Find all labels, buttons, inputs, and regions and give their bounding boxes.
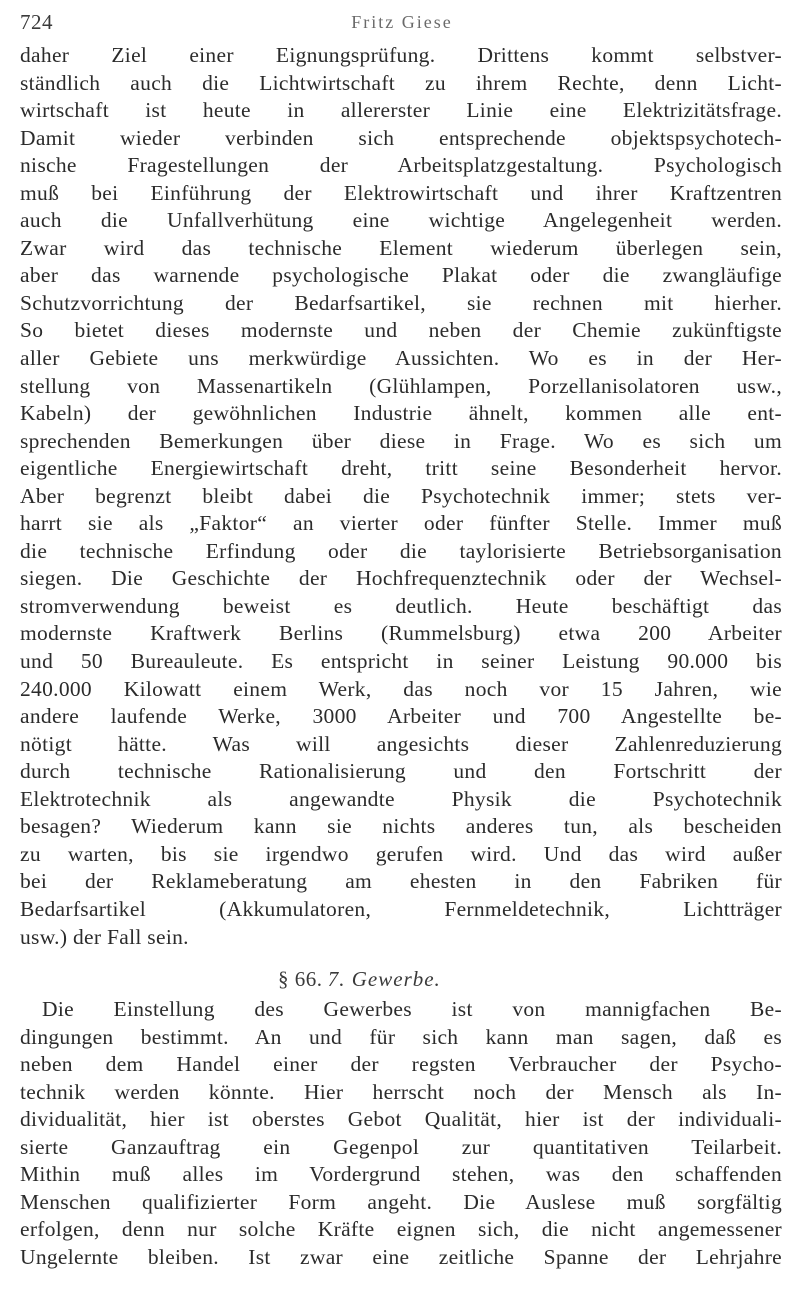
body-text bbox=[20, 42, 782, 1272]
text-line: Damit wieder verbinden sich entsprechende objektspsychotech- bbox=[20, 125, 782, 150]
text-line: Elektrotechnik als angewandte Physik die Psychotechnik bbox=[20, 786, 782, 811]
text-line: ständlich auch die Lichtwirtschaft zu ihrem Rechte, denn Licht- bbox=[20, 70, 782, 95]
text-line: 240.000 Kilowatt einem Werk, das noch vor 15 Jahren, wie bbox=[20, 676, 782, 701]
paragraph-electrical-industry bbox=[20, 42, 782, 951]
text-line: dividualität, hier ist oberstes Gebot Qualität, hier ist der individuali- bbox=[20, 1107, 782, 1132]
page-header bbox=[20, 10, 784, 40]
text-line: Kabeln) der gewöhnlichen Industrie ähnelt, kommen alle ent- bbox=[20, 401, 782, 426]
text-line: bei der Reklameberatung am ehesten in den Fabriken für bbox=[20, 869, 782, 894]
text-line: wirtschaft ist heute in allererster Linie eine Elektrizitätsfrage. bbox=[20, 98, 782, 123]
text-line: aller Gebiete uns merkwürdige Aussichten. Wo es in der Her- bbox=[20, 346, 782, 371]
text-line: Schutzvorrichtung der Bedarfsartikel, sie rechnen mit hierher. bbox=[20, 290, 782, 315]
text-line: neben dem Handel einer der regsten Verbraucher der Psycho- bbox=[20, 1052, 782, 1077]
text-line: Aber begrenzt bleibt dabei die Psychotechnik immer; stets ver- bbox=[20, 483, 782, 508]
text-line: sierte Ganzauftrag ein Gegenpol zur quantitativen Teilarbeit. bbox=[20, 1134, 782, 1159]
text-line: dingungen bestimmt. An und für sich kann man sagen, daß es bbox=[20, 1024, 782, 1049]
text-line: nische Fragestellungen der Arbeitsplatzgestaltung. Psychologisch bbox=[20, 153, 782, 178]
text-line: daher Ziel einer Eignungsprüfung. Drittens kommt selbstver- bbox=[20, 43, 782, 67]
text-line: technik werden könnte. Hier herrscht noch der Mensch als In- bbox=[20, 1079, 782, 1104]
text-line: auch die Unfallverhütung eine wichtige Angelegenheit werden. bbox=[20, 208, 782, 233]
text-line: andere laufende Werke, 3000 Arbeiter und 700 Angestellte be- bbox=[20, 704, 782, 729]
text-line: und 50 Bureauleute. Es entspricht in seiner Leistung 90.000 bis bbox=[20, 649, 782, 674]
section-title: 7. Gewerbe. bbox=[327, 967, 441, 992]
text-line: aber das warnende psychologische Plakat oder die zwangläufige bbox=[20, 263, 782, 288]
text-line: stellung von Massenartikeln (Glühlampen, Porzellanisolatoren usw., bbox=[20, 373, 782, 398]
paragraph-trade bbox=[20, 996, 782, 1271]
text-line: usw.) der Fall sein. bbox=[20, 924, 189, 949]
text-line: Die Einstellung des Gewerbes ist von mannigfachen Be- bbox=[42, 997, 782, 1022]
text-line: nötigt hätte. Was will angesichts dieser Zahlenreduzierung bbox=[20, 731, 782, 756]
section-number: § 66. bbox=[278, 967, 323, 992]
text-line: eigentliche Energiewirtschaft dreht, tritt seine Besonderheit hervor. bbox=[20, 456, 782, 481]
text-line: harrt sie als „Faktor“ an vierter oder fünfter Stelle. Immer muß bbox=[20, 511, 782, 536]
text-line: durch technische Rationalisierung und den Fortschritt der bbox=[20, 759, 782, 784]
text-line: muß bei Einführung der Elektrowirtschaft und ihrer Kraftzentren bbox=[20, 180, 782, 205]
text-line: Ungelernte bleiben. Ist zwar eine zeitliche Spanne der Lehrjahre bbox=[20, 1244, 782, 1269]
section-heading bbox=[20, 964, 782, 994]
page-number: 724 bbox=[20, 10, 53, 34]
text-line: besagen? Wiederum kann sie nichts anderes tun, als bescheiden bbox=[20, 814, 782, 839]
text-line: zu warten, bis sie irgendwo gerufen wird. Und das wird außer bbox=[20, 841, 782, 866]
text-line: stromverwendung beweist es deutlich. Heute beschäftigt das bbox=[20, 593, 782, 618]
text-line: Zwar wird das technische Element wiederum überlegen sein, bbox=[20, 235, 782, 260]
running-head-author: Fritz Giese bbox=[351, 12, 453, 32]
text-line: Bedarfsartikel (Akkumulatoren, Fernmeldetechnik, Lichtträger bbox=[20, 896, 782, 921]
text-line: sprechenden Bemerkungen über diese in Frage. Wo es sich um bbox=[20, 428, 782, 453]
text-line: Mithin muß alles im Vordergrund stehen, was den schaffenden bbox=[20, 1162, 782, 1187]
text-line: siegen. Die Geschichte der Hochfrequenztechnik oder der Wechsel- bbox=[20, 566, 782, 591]
text-line: modernste Kraftwerk Berlins (Rummelsburg) etwa 200 Arbeiter bbox=[20, 621, 782, 646]
text-line: erfolgen, denn nur solche Kräfte eignen sich, die nicht angemessener bbox=[20, 1217, 782, 1242]
text-line: Menschen qualifizierter Form angeht. Die Auslese muß sorgfältig bbox=[20, 1189, 782, 1214]
text-line: die technische Erfindung oder die taylorisierte Betriebsorganisation bbox=[20, 538, 782, 563]
text-line: So bietet dieses modernste und neben der Chemie zukünftigste bbox=[20, 318, 782, 343]
